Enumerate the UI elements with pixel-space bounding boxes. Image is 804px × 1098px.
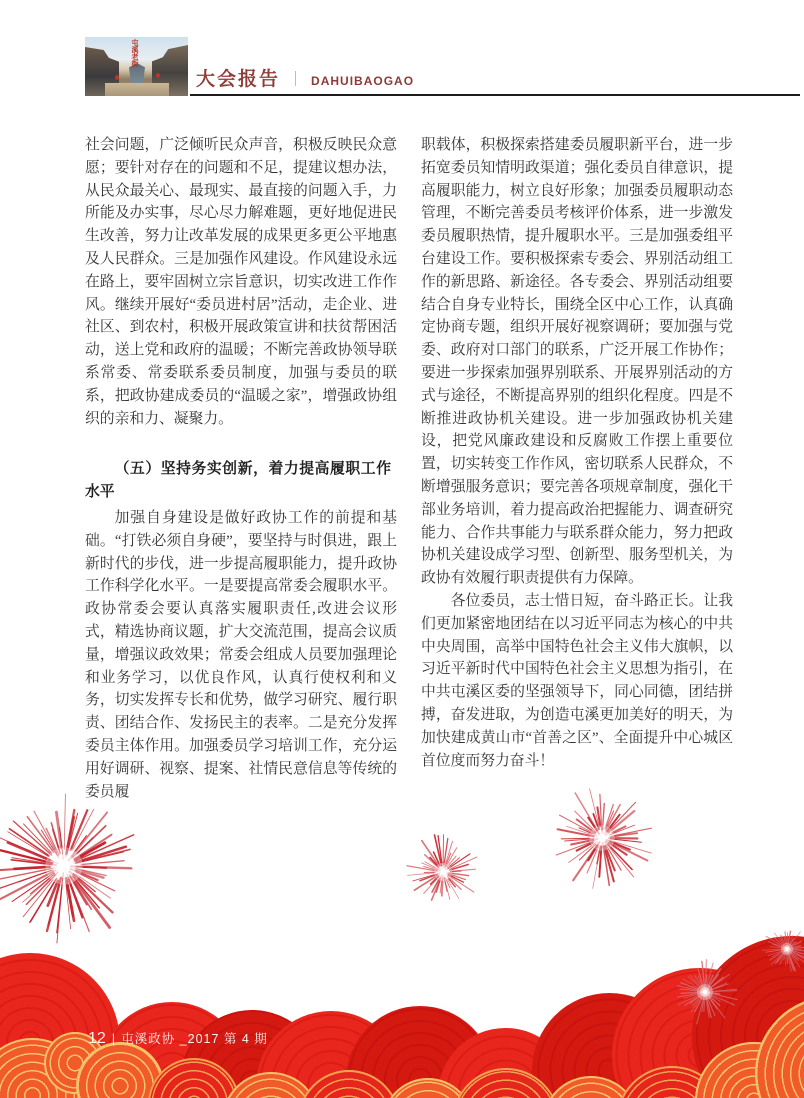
section-title: 大会报告 [196, 69, 281, 90]
paragraph: 加强自身建设是做好政协工作的前提和基础。“打铁必须自身硬”，要坚持与时俱进，跟上新时代的步伐，进一步提高履职能力，提升政协工作科学化水平。一是要提高常委会履职水平。政协常委会要认真落实履职责任,改进会议形式，精选协商议题，扩大交流范围，提高会议质量，增强议政效果；常委会组成人员要加强理论和业务学习，以优良作风，认真行使权利和义务，切实发挥专长和优势，做学习研究、履行职责、团结合作、发扬民主的表率。二是充分发挥委员主体作用。加强委员学习培训工作，充分运用好调研、视察、提案、社情民意信息等传统的委员履 [85, 509, 397, 800]
journal-title: 屯溪政协 _2017 第 4 期 [121, 1032, 268, 1046]
title-divider: ｜ [288, 72, 304, 88]
paragraph-continuation: 职载体，积极探索搭建委员履职新平台，进一步拓宽委员知情明政渠道；强化委员自律意识，提高履职能力，树立良好形象；加强委员履职动态管理，不断完善委员考核评价体系，进一步激发委员履职热情，提升履职水平。三是加强委组平台建设工作。要积极探索专委会、界别活动组工作的新思路、新途径。各专委会、界别活动组要结合自身专业特长，围绕全区中心工作，认真确定协商专题，组织开展好视察调研；要加强与党委、政府对口部门的联系，广泛开展工作协作；要进一步探索加强界别联系、开展界别活动的方式与途径，不断提高界别的组织化程度。四是不断推进政协机关建设。进一步加强政协机关建设，把党风廉政建设和反腐败工作摆上重要位置，切实转变工作作风，密切联系人民群众，不断增强服务意识；要完善各项规章制度，强化干部业务培训，着力提高政治把握能力、调查研究能力、合作共事能力与联系群众能力，努力把政协机关建设成学习型、创新型、服务型机关，为政协有效履行职责提供有力保障。 [421, 137, 733, 587]
page-footer [88, 1029, 268, 1048]
page-number: 12 [88, 1030, 106, 1047]
photo-lantern-icon [156, 73, 160, 78]
photo-calligraphy: 屯溪老街 [131, 39, 139, 67]
paragraph-continuation: 社会问题，广泛倾听民众声音，积极反映民众意愿；要针对存在的问题和不足，提建议想办法，从民众最关心、最现实、最直接的问题入手，力所能及办实事，尽心尽力解难题，更好地促进民生改善，努力让改革发展的成果更多更公平地惠及人民群众。三是加强作风建设。作风建设永远在路上，要牢固树立宗旨意识，切实改进工作作风。继续开展好“委员进村居”活动，走企业、进社区、到农村，积极开展政策宣讲和扶贫帮困活动，送上党和政府的温暖；不断完善政协领导联系常委、常委联系委员制度，加强与委员的联系，把政协建成委员的“温暖之家”，增强政协组织的亲和力、凝聚力。 [85, 137, 397, 427]
section-title-pinyin: DAHUIBAOGAO [311, 74, 415, 88]
header-rule [190, 94, 800, 96]
closing-paragraph: 各位委员，志士惜日短，奋斗路正长。让我们更加紧密地团结在以习近平同志为核心的中共中央周围，高举中国特色社会主义伟大旗帜，以习近平新时代中国特色社会主义思想为指引，在中共屯溪区委的坚强领导下，同心同德，团结拼搏，奋发进取，为创造屯溪更加美好的明天，为加快建成黄山市“首善之区”、全面提升中心城区首位度而努力奋斗！ [421, 592, 733, 769]
old-street-photo [85, 37, 188, 96]
photo-street [105, 83, 169, 96]
section-heading: （五）坚持务实创新，着力提高履职工作水平 [85, 461, 391, 501]
section-title-block [196, 64, 414, 91]
article-left-column [85, 134, 397, 803]
article-right-column [421, 134, 733, 772]
photo-lantern-icon [115, 75, 119, 80]
footer-divider: | [111, 1031, 116, 1046]
